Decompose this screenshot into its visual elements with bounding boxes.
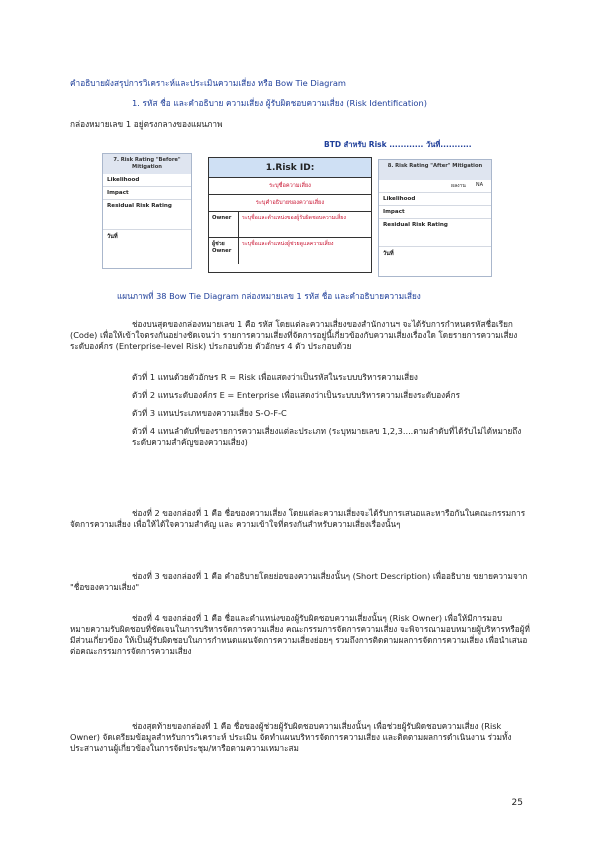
paragraph-2: ช่องที่ 2 ของกล่องที่ 1 คือ ชื่อของความเสี่ยง โดยแต่ละความเสี่ยงจะได้รับการเสนอและหารือกันในคณะกรรมการจัดการความเสี่ยง เพื่อให้ได้ใจความสำคัญ และ ความเข้าใจที่ตรงกันสำหรับความเสี่ยงเรื่องนั้นๆ: [70, 508, 526, 529]
section-heading: คำอธิบายผังสรุปการวิเคราะห์และประเมินความเสี่ยง หรือ Bow Tie Diagram: [70, 78, 347, 88]
after-col-1: ผลงาน: [451, 183, 466, 189]
after-impact: Impact: [379, 206, 491, 219]
code-list: [70, 372, 530, 448]
owner-row: [209, 212, 371, 238]
list-item: ตัวที่ 2 แทนระดับองค์กร E = Enterprise เพื่อแสดงว่าเป็นระบบบริหารความเสี่ยงระดับองค์กร: [132, 390, 460, 400]
figure-caption: แผนภาพที่ 38 Bow Tie Diagram กล่องหมายเลข 1 รหัส ชื่อ และคำอธิบายความเสี่ยง: [117, 291, 421, 301]
co-owner-row: [209, 238, 371, 264]
owner-value: ระบุชื่อและตำแหน่งของผู้รับผิดชอบความเสี่ยง: [242, 215, 346, 221]
bow-tie-diagram: [102, 139, 500, 282]
before-residual: Residual Risk Rating: [103, 200, 191, 230]
risk-desc-placeholder: ระบุคำอธิบายของความเสี่ยง: [209, 195, 371, 212]
list-item: ตัวที่ 3 แทนประเภทของความเสี่ยง S-O-F-C: [132, 408, 287, 418]
before-mitigation-panel: [102, 153, 192, 269]
risk-id-box: [208, 157, 372, 273]
co-owner-value: ระบุชื่อและตำแหน่งผู้ช่วยดูแลความเสี่ยง: [242, 241, 334, 247]
paragraph-4: ช่องที่ 4 ของกล่องที่ 1 คือ ชื่อและตำแหน่งของผู้รับผิดชอบความเสี่ยงนั้นๆ (Risk Owner) เพื่อให้มีการมอบหมายความรับผิดชอบที่ชัดเจนในการบริหารจัดการความเสี่ยง คณะกรรมการจัดการความเสี่ยง จะพิจารณามอบหมายผู้บริหารหรือผู้ที่มีส่วนเกี่ยวข้อง ให้เป็นผู้รับผิดชอบในการกำหนดแผนจัดการความเสี่ยงย่อยๆ รวมถึงการติดตามผลการจัดการความเสี่ยง เพื่อนำเสนอต่อคณะกรรมการจัดการความเสี่ยง: [70, 613, 530, 656]
paragraph-3: ช่องที่ 3 ของกล่องที่ 1 คือ คำอธิบายโดยย่อของความเสี่ยงนั้นๆ (Short Description) เพื่ออธิบาย ขยายความจาก "ชื่อของความเสี่ยง": [70, 571, 528, 592]
paragraph-5: ช่องสุดท้ายของกล่องที่ 1 คือ ชื่อของผู้ช่วยผู้รับผิดชอบความเสี่ยงนั้นๆ เพื่อช่วยผู้รับผิดชอบความเสี่ยง (Risk Owner) จัดเตรียมข้อมูลสำหรับการวิเคราะห์ ประเมิน จัดทำแผนบริหารจัดการความเสี่ยง และติดตามผลการดำเนินงาน ร่วมทั้งประสานงานผู้เกี่ยวข้องในการจัดประชุม/หารือตามความเหมาะสม: [70, 721, 512, 753]
risk-name-placeholder: ระบุชื่อความเสี่ยง: [209, 178, 371, 195]
page-number: 25: [511, 798, 523, 808]
after-date: วันที่: [383, 251, 394, 257]
before-impact: Impact: [103, 187, 191, 200]
section-subheading: 1. รหัส ชื่อ และคำอธิบาย ความเสี่ยง ผู้รับผิดชอบความเสี่ยง (Risk Identification): [132, 98, 427, 108]
owner-label: Owner: [209, 212, 239, 237]
before-likelihood: Likelihood: [103, 174, 191, 187]
before-date: วันที่: [107, 234, 118, 240]
intro-text: กล่องหมายเลข 1 อยู่ตรงกลางของแผนภาพ: [70, 119, 223, 129]
after-columns: [379, 180, 491, 193]
co-owner-label: ผู้ช่วย Owner: [209, 238, 239, 264]
risk-id-title: 1.Risk ID:: [209, 158, 371, 178]
list-item: ตัวที่ 1 แทนด้วยตัวอักษร R = Risk เพื่อแสดงว่าเป็นรหัสในระบบบริหารความเสี่ยง: [132, 372, 418, 382]
after-mitigation-panel: [378, 159, 492, 277]
diagram-header: BTD สำหรับ Risk ............ วันที่...........: [324, 140, 472, 149]
after-col-2: NA: [475, 182, 483, 188]
after-panel-title: 8. Risk Rating "After" Mitigation: [379, 160, 491, 180]
list-item: ตัวที่ 4 แทนลำดับที่ของรายการความเสี่ยงแต่ละประเภท (ระบุหมายเลข 1,2,3....ตามลำดับที่ได้รับไม่ได้หมายถึงระดับความสำคัญของความเสี่ยง): [132, 426, 522, 447]
paragraph-1: ช่องบนสุดของกล่องหมายเลข 1 คือ รหัส โดยแต่ละความเสี่ยงของสำนักงานฯ จะได้รับการกำหนดรหัสชื่อเรียก (Code) เพื่อให้เข้าใจตรงกันอย่างชัดเจนว่า รายการความเสี่ยงที่จัดการอยู่นี้เกี่ยวข้องกับความเสี่ยงเรื่องใด โดยรายการความเสี่ยงระดับองค์กร (Enterprise-level Risk) ประกอบด้วย ตัวอักษร 4 ตัว ประกอบด้วย: [70, 319, 518, 351]
before-panel-title: 7. Risk Rating "Before" Mitigation: [103, 154, 191, 174]
after-residual: Residual Risk Rating: [379, 219, 491, 247]
after-likelihood: Likelihood: [379, 193, 491, 206]
